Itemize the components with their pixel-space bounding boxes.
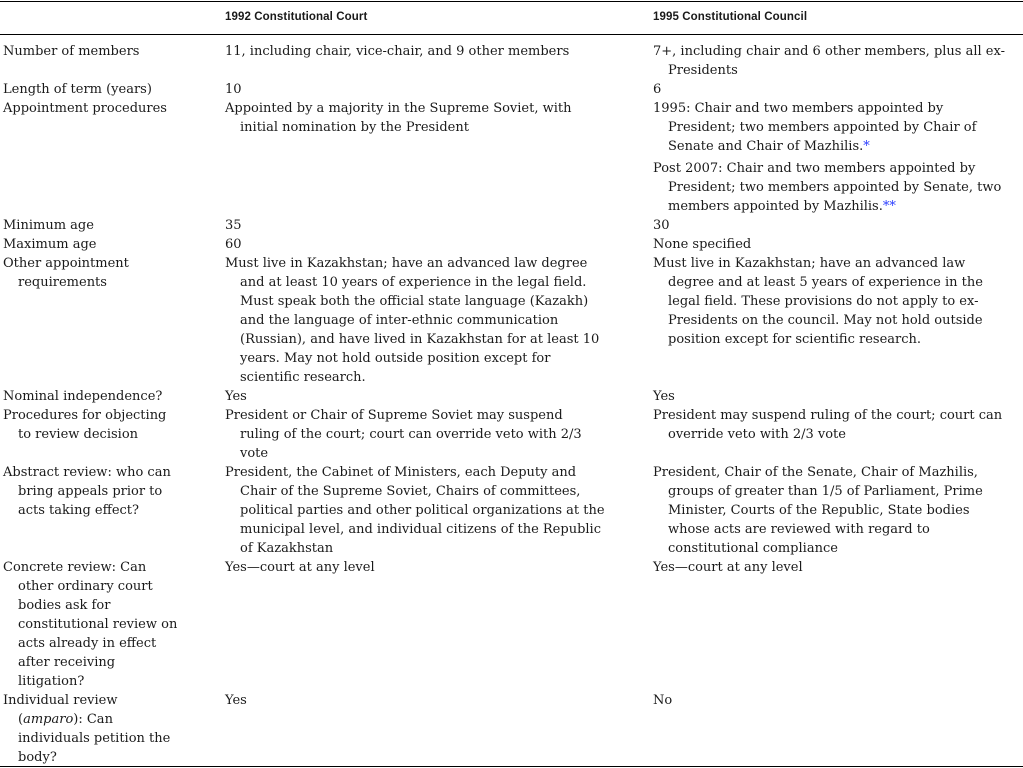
row-label xyxy=(3,463,178,520)
cell-paragraph: 11, including chair, vice-chair, and 9 other members xyxy=(225,44,570,59)
table-row xyxy=(0,254,1023,387)
row-label xyxy=(3,80,178,99)
table-row xyxy=(0,42,1023,80)
cell-paragraph: President, the Cabinet of Ministers, each Deputy and Chair of the Supreme Soviet, Chairs of committees, political parties and other political organizations at the municipal level, and individual citizens of the Republic of Kazakhstan xyxy=(225,465,605,556)
court-cell xyxy=(225,558,605,577)
cell-paragraph: Yes xyxy=(653,389,675,404)
cell-paragraph: Appointed by a majority in the Supreme Soviet, with initial nomination by the President xyxy=(225,101,572,135)
cell-paragraph: Other appointment requirements xyxy=(3,256,129,290)
footnote-marker[interactable]: ** xyxy=(882,199,896,214)
cell-paragraph: Nominal independence? xyxy=(3,389,163,404)
council-cell xyxy=(653,235,1013,254)
cell-paragraph: 7+, including chair and 6 other members, plus all ex-Presidents xyxy=(653,44,1005,78)
council-cell xyxy=(653,42,1013,80)
cell-paragraph: 60 xyxy=(225,237,242,252)
cell-paragraph: 30 xyxy=(653,218,670,233)
council-cell xyxy=(653,216,1013,235)
cell-paragraph: Number of members xyxy=(3,44,140,59)
cell-paragraph: No xyxy=(653,693,673,708)
cell-paragraph: Must live in Kazakhstan; have an advanced law degree and at least 10 years of experience in the legal field. Must speak both the official state language (Kazakh) and the language of inter-ethnic communication (Russian), and have lived in Kazakhstan for at least 10 years. May not hold outside position except for scientific research. xyxy=(225,256,600,385)
court-cell xyxy=(225,691,605,710)
cell-paragraph: Length of term (years) xyxy=(3,82,152,97)
column-header-1992-court: 1992 Constitutional Court xyxy=(225,11,368,23)
court-cell xyxy=(225,254,605,387)
cell-paragraph: 10 xyxy=(225,82,242,97)
cell-paragraph: Procedures for objecting to review decision xyxy=(3,408,167,442)
table-row xyxy=(0,387,1023,406)
council-cell xyxy=(653,691,1013,710)
cell-paragraph: Concrete review: Can other ordinary court bodies ask for constitutional review on acts already in effect after receiving litigation? xyxy=(3,560,178,689)
cell-paragraph: Minimum age xyxy=(3,218,94,233)
cell-paragraph: President, Chair of the Senate, Chair of Mazhilis, groups of greater than 1/5 of Parliament, Prime Minister, Courts of the Republic, State bodies whose acts are reviewed with regard to constitutional compliance xyxy=(653,465,983,556)
table-row xyxy=(0,406,1023,463)
cell-paragraph: President may suspend ruling of the court; court can override veto with 2/3 vote xyxy=(653,408,1003,442)
cell-paragraph: None specified xyxy=(653,237,752,252)
table-row xyxy=(0,235,1023,254)
court-cell xyxy=(225,235,605,254)
row-label xyxy=(3,42,178,61)
council-cell xyxy=(653,463,1013,558)
comparison-table-body xyxy=(0,42,1023,767)
table-top-rule xyxy=(0,1,1023,2)
court-cell xyxy=(225,463,605,558)
row-label xyxy=(3,691,178,767)
row-label xyxy=(3,387,178,406)
council-cell xyxy=(653,558,1013,577)
cell-paragraph: Must live in Kazakhstan; have an advanced law degree and at least 5 years of experience in the legal field. These provisions do not apply to ex-Presidents on the council. May not hold outside position except for scientific research. xyxy=(653,256,983,347)
cell-paragraph: Post 2007: Chair and two members appointed by President; two members appointed by Senate, two members appointed by Mazhilis.** xyxy=(653,161,1002,214)
column-header-1995-council: 1995 Constitutional Council xyxy=(653,11,808,23)
row-label xyxy=(3,99,178,118)
council-cell xyxy=(653,99,1013,216)
row-label xyxy=(3,216,178,235)
cell-paragraph: Appointment procedures xyxy=(3,101,167,116)
table-row xyxy=(0,463,1023,558)
cell-paragraph: 1995: Chair and two members appointed by President; two members appointed by Chair of Senate and Chair of Mazhilis.* xyxy=(653,101,977,154)
footnote-marker[interactable]: * xyxy=(863,139,870,154)
row-label xyxy=(3,558,178,691)
row-label xyxy=(3,406,178,444)
cell-paragraph: Yes xyxy=(225,693,247,708)
cell-paragraph: Yes xyxy=(225,389,247,404)
cell-paragraph: President or Chair of Supreme Soviet may suspend ruling of the court; court can override veto with 2/3 vote xyxy=(225,408,582,461)
court-cell xyxy=(225,42,605,61)
row-label xyxy=(3,254,178,292)
court-cell xyxy=(225,99,605,137)
cell-paragraph: Yes—court at any level xyxy=(225,560,375,575)
table-row xyxy=(0,216,1023,235)
court-cell xyxy=(225,80,605,99)
table-row xyxy=(0,558,1023,691)
court-cell xyxy=(225,406,605,463)
cell-paragraph: Abstract review: who can bring appeals prior to acts taking effect? xyxy=(3,465,171,518)
table-row xyxy=(0,99,1023,216)
row-label xyxy=(3,235,178,254)
cell-paragraph: Yes—court at any level xyxy=(653,560,803,575)
council-cell xyxy=(653,254,1013,349)
court-cell xyxy=(225,216,605,235)
council-cell xyxy=(653,387,1013,406)
table-bottom-rule xyxy=(0,766,1023,767)
court-cell xyxy=(225,387,605,406)
cell-paragraph: 6 xyxy=(653,82,662,97)
table-row xyxy=(0,691,1023,767)
cell-paragraph: 35 xyxy=(225,218,242,233)
cell-paragraph: Maximum age xyxy=(3,237,97,252)
council-cell xyxy=(653,406,1013,444)
cell-paragraph: Individual review (amparo): Can individuals petition the body? xyxy=(3,693,171,765)
table-row xyxy=(0,80,1023,99)
table-header-rule xyxy=(0,34,1023,35)
council-cell xyxy=(653,80,1013,99)
